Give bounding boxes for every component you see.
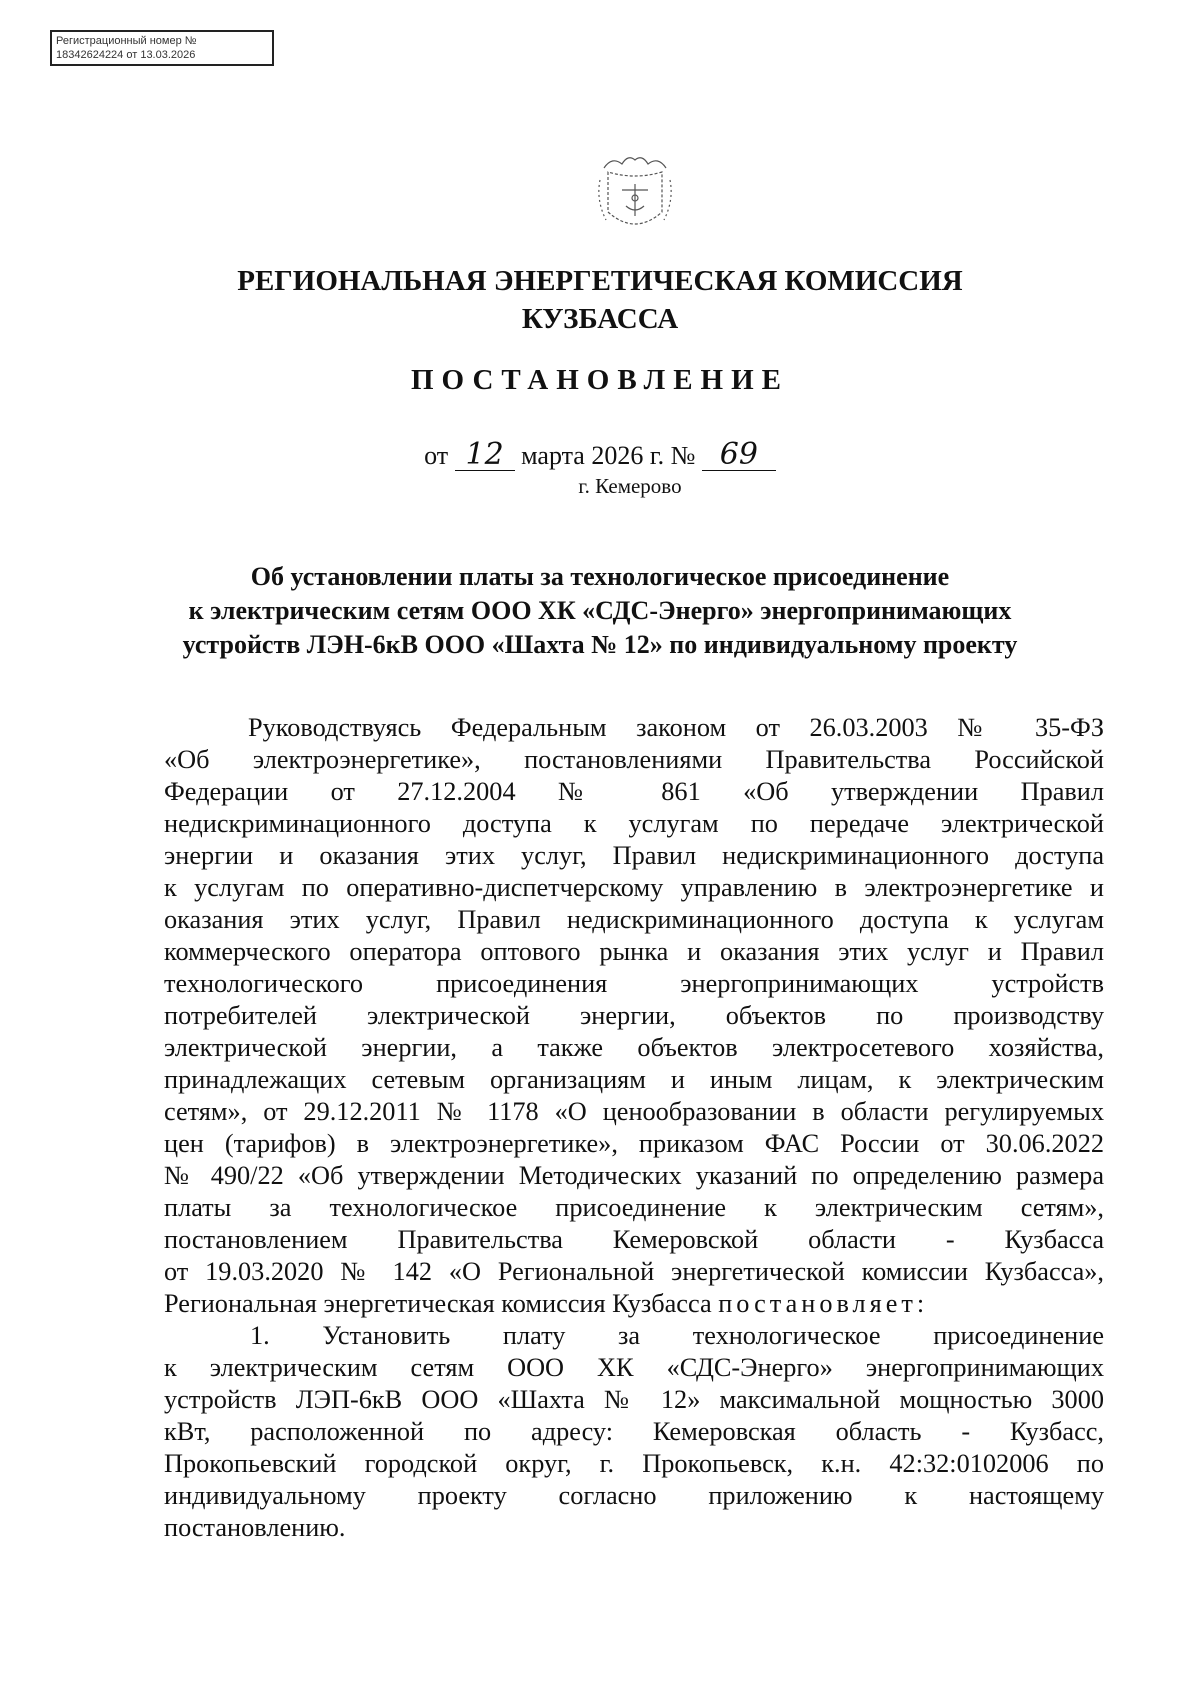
body-line: Руководствуясь Федеральным законом от 26.03.2003 № 35-ФЗ xyxy=(248,713,1104,742)
document-type: ПОСТАНОВЛЕНИЕ xyxy=(410,364,789,396)
item-1-line: устройств ЛЭП-6кВ ООО «Шахта № 12» максимальной мощностью 3000 xyxy=(164,1385,1104,1414)
date-day-handwritten: 12 xyxy=(455,440,515,471)
body-line: цен (тарифов) в электроэнергетике», приказом ФАС России от 30.06.2022 xyxy=(164,1129,1104,1158)
registration-stamp xyxy=(50,30,274,66)
body-line: технологического присоединения энергопринимающих устройств xyxy=(164,969,1104,998)
date-line xyxy=(0,437,1200,472)
body-line: электрической энергии, а также объектов электросетевого хозяйства, xyxy=(164,1033,1104,1062)
body-line: постановлением Правительства Кемеровской области - Кузбасса xyxy=(164,1225,1104,1254)
body-line: № 490/22 «Об утверждении Методических указаний по определению размера xyxy=(164,1161,1104,1190)
body-line: потребителей электрической энергии, объектов по производству xyxy=(164,1001,1104,1030)
body-line: Федерации от 27.12.2004 № 861 «Об утверждении Правил xyxy=(164,777,1104,806)
item-1-line: Прокопьевский городской округ, г. Прокопьевск, к.н. 42:32:0102006 по xyxy=(164,1449,1104,1478)
body-line: «Об электроэнергетике», постановлениями Правительства Российской xyxy=(164,745,1104,774)
decree-line xyxy=(164,1288,1104,1320)
subject-line: к электрическим сетям ООО ХК «СДС-Энерго» энергопринимающих xyxy=(188,596,1012,625)
body-line: сетям», от 29.12.2011 № 1178 «О ценообразовании в области регулируемых xyxy=(164,1097,1104,1126)
number-label: № xyxy=(670,441,696,470)
body-line: недискриминационного доступа к услугам по передаче электрической xyxy=(164,809,1104,838)
subject-line: устройств ЛЭН-6кВ ООО «Шахта № 12» по индивидуальному проекту xyxy=(182,630,1018,659)
document-number-handwritten: 69 xyxy=(702,440,776,471)
body-line: платы за технологическое присоединение к электрическим сетям», xyxy=(164,1193,1104,1222)
organization-name xyxy=(0,262,1200,338)
document-body xyxy=(164,712,1104,1544)
decree-text: Региональная энергетическая комиссия Кузбасса xyxy=(164,1289,712,1318)
body-line: принадлежащих сетевым организациям и иным лицам, к электрическим xyxy=(164,1065,1104,1094)
body-line: к услугам по оперативно-диспетчерскому управлению в электроэнергетике и xyxy=(164,873,1104,902)
body-line: энергии и оказания этих услуг, Правил недискриминационного доступа xyxy=(164,841,1104,870)
city: г. Кемерово xyxy=(578,474,682,498)
document-subject xyxy=(0,560,1200,662)
subject-line: Об установлении платы за технологическое присоединение xyxy=(250,562,950,591)
coat-of-arms-icon xyxy=(592,150,678,240)
item-1-line: индивидуальному проекту согласно приложению к настоящему xyxy=(164,1481,1104,1510)
decree-verb: постановляет: xyxy=(718,1289,929,1318)
body-line: оказания этих услуг, Правил недискриминационного доступа к услугам xyxy=(164,905,1104,934)
body-line: коммерческого оператора оптового рынка и оказания этих услуг и Правил xyxy=(164,937,1104,966)
item-1-line: 1. Установить плату за технологическое присоединение xyxy=(250,1321,1104,1350)
item-1-line: к электрическим сетям ООО ХК «СДС-Энерго» энергопринимающих xyxy=(164,1353,1104,1382)
registration-number: 18342624224 от 13.03.2026 xyxy=(56,49,196,61)
item-1-line: кВт, расположенной по адресу: Кемеровская область - Кузбасс, xyxy=(164,1417,1104,1446)
date-prefix: от xyxy=(424,441,449,470)
date-month-year: марта 2026 г. xyxy=(521,441,665,470)
organization-line-2: КУЗБАССА xyxy=(521,303,679,335)
registration-label: Регистрационный номер № xyxy=(56,35,197,47)
item-1-line: постановлению. xyxy=(164,1513,346,1542)
body-line: от 19.03.2020 № 142 «О Региональной энергетической комиссии Кузбасса», xyxy=(164,1257,1104,1286)
organization-line-1: РЕГИОНАЛЬНАЯ ЭНЕРГЕТИЧЕСКАЯ КОМИССИЯ xyxy=(237,265,963,297)
